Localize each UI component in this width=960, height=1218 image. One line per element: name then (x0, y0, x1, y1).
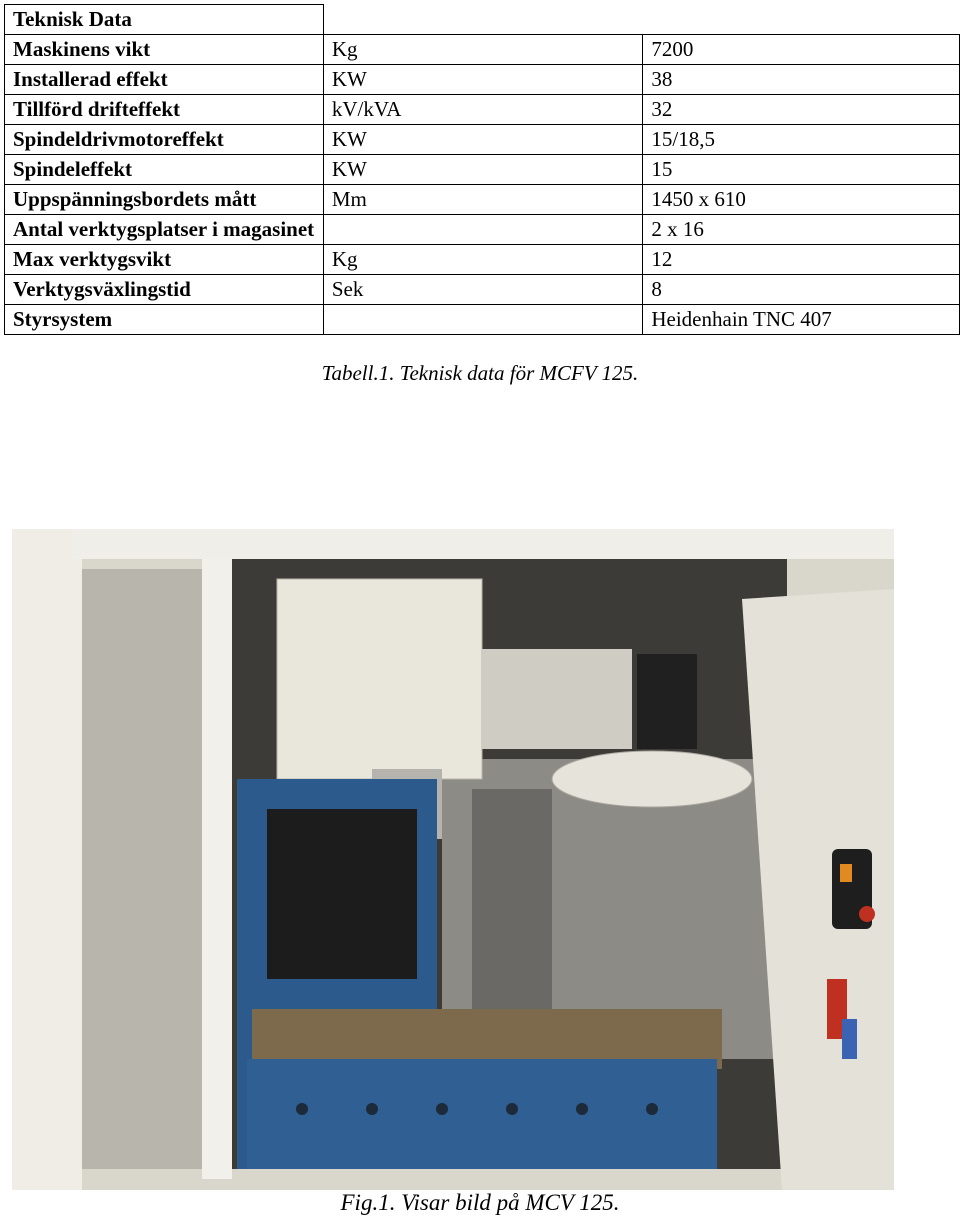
pendant-button (840, 864, 852, 882)
table-row (5, 305, 960, 335)
row-unit: Mm (323, 185, 643, 215)
row-label: Styrsystem (5, 305, 324, 335)
row-value: 38 (643, 65, 960, 95)
table-row (5, 275, 960, 305)
row-label: Installerad effekt (5, 65, 324, 95)
row-value: 12 (643, 245, 960, 275)
wall-stain (472, 789, 552, 1009)
row-label: Max verktygsvikt (5, 245, 324, 275)
row-unit: KW (323, 65, 643, 95)
row-unit (323, 215, 643, 245)
row-unit: Kg (323, 35, 643, 65)
machine-photo (12, 529, 894, 1190)
table-header: Teknisk Data (5, 5, 324, 35)
left-door-edge (202, 559, 232, 1179)
technical-data-table (4, 4, 960, 335)
row-value: 1450 x 610 (643, 185, 960, 215)
row-unit: kV/kVA (323, 95, 643, 125)
row-label: Maskinens vikt (5, 35, 324, 65)
row-unit: Kg (323, 245, 643, 275)
row-value: 7200 (643, 35, 960, 65)
table-row (5, 245, 960, 275)
table-row (5, 155, 960, 185)
row-value: 15/18,5 (643, 125, 960, 155)
table-row (5, 125, 960, 155)
row-label: Antal verktygsplatser i magasinet (5, 215, 324, 245)
row-label: Spindeldrivmotoreffekt (5, 125, 324, 155)
table-row (5, 185, 960, 215)
table-row (5, 65, 960, 95)
work-table (247, 1059, 717, 1169)
air-gun-handle (842, 1019, 857, 1059)
table-header-row (5, 5, 960, 35)
column-opening (267, 809, 417, 979)
slide-rail (482, 649, 632, 749)
row-label: Verktygsväxlingstid (5, 275, 324, 305)
row-value: 32 (643, 95, 960, 125)
row-unit: KW (323, 155, 643, 185)
row-value: 2 x 16 (643, 215, 960, 245)
table-row (5, 215, 960, 245)
spindle-head (277, 579, 482, 779)
magazine-motor (637, 654, 697, 749)
table-row (5, 35, 960, 65)
row-label: Spindeleffekt (5, 155, 324, 185)
row-value: 15 (643, 155, 960, 185)
row-label: Uppspänningsbordets mått (5, 185, 324, 215)
row-value: 8 (643, 275, 960, 305)
table-caption: Tabell.1. Teknisk data för MCFV 125. (321, 361, 639, 385)
row-label: Tillförd drifteffekt (5, 95, 324, 125)
tool-magazine (552, 751, 752, 807)
figure-caption: Fig.1. Visar bild på MCV 125. (340, 1190, 620, 1215)
emergency-stop (859, 906, 875, 922)
row-unit: Sek (323, 275, 643, 305)
left-window (82, 569, 222, 1169)
row-unit (323, 305, 643, 335)
top-frame (72, 529, 894, 559)
left-frame (12, 529, 82, 1190)
table-row (5, 95, 960, 125)
row-unit: KW (323, 125, 643, 155)
row-value: Heidenhain TNC 407 (643, 305, 960, 335)
